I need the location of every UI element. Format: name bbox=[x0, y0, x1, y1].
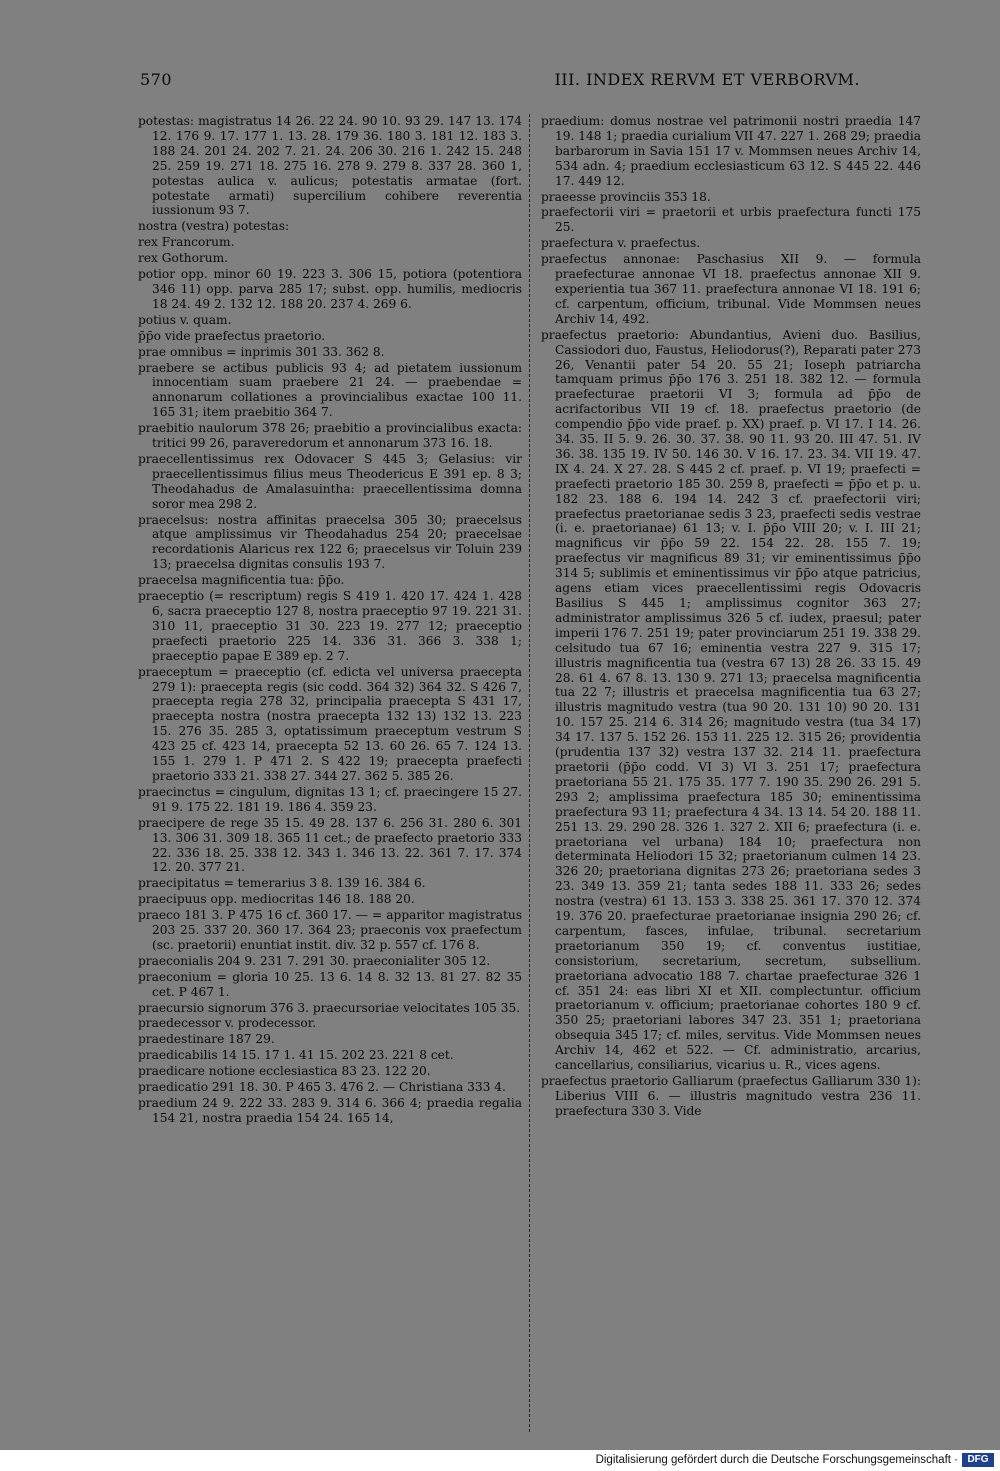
index-entry: praefectus praetorio Galliarum (praefectus Galliarum 330 1): Liberius VIII 6. — illustris magnitudo vestra 236 11. praefectura 330 3. Vide bbox=[541, 1074, 921, 1118]
index-entry: praeesse provinciis 353 18. bbox=[541, 189, 711, 204]
footer-credit: Digitalisierung gefördert durch die Deutsche Forschungsgemeinschaft · bbox=[595, 1454, 958, 1466]
page-number: 570 bbox=[140, 70, 173, 89]
index-entry: nostra (vestra) potestas: bbox=[138, 219, 290, 234]
index-entry: praebitio naulorum 378 26; praebitio a provincialibus exacta: tritici 99 26, paraveredorum et annonarum 373 16. 18. bbox=[138, 421, 522, 451]
index-entry: praecipitatus = temerarius 3 8. 139 16. 384 6. bbox=[138, 876, 426, 891]
index-entry: praedicatio 291 18. 30. P 465 3. 476 2. — Christiana 333 4. bbox=[138, 1080, 506, 1095]
index-entry: praeconium = gloria 10 25. 13 6. 14 8. 32 13. 81 27. 82 35 cet. P 467 1. bbox=[138, 969, 522, 999]
index-entry: potestas: magistratus 14 26. 22 24. 90 10. 93 29. 147 13. 174 12. 176 9. 17. 177 1. 13. 28. 179 36. 180 3. 181 12. 183 3. 188 24. 201 24. 202 7. 21. 24. 206 30. 216 1. 242 15. 248 25. 259 19. 271 18. 275 16. 278 9. 279 8. 337 28. 360 1, potestas aulica v. aulicus; potestatis armatae (fort. potestate armati) supercilium cohibere reverentia iussionum 93 7. bbox=[138, 114, 522, 218]
index-entry: praeco 181 3. P 475 16 cf. 360 17. — = apparitor magistratus 203 25. 337 20. 360 17. 364 23; praeconis vox praefectum (sc. praetorii) enuntiat instit. div. 32 p. 557 cf. 176 8. bbox=[138, 908, 522, 952]
index-entry: potius v. quam. bbox=[138, 312, 232, 327]
index-entry: praeconialis 204 9. 231 7. 291 30. praeconialiter 305 12. bbox=[138, 953, 491, 968]
index-entry: praedicabilis 14 15. 17 1. 41 15. 202 23. 221 8 cet. bbox=[138, 1048, 454, 1063]
index-entry: praefectura v. praefectus. bbox=[541, 236, 701, 251]
index-entry: praedium 24 9. 222 33. 283 9. 314 6. 366 4; praedia regalia 154 21, nostra praedia 154 24. 165 14, bbox=[138, 1096, 522, 1125]
index-entry: praecipuus opp. mediocritas 146 18. 188 20. bbox=[138, 892, 415, 907]
index-entry: praefectus praetorio: Abundantius, Avieni duo. Basilius, Cassiodori duo, Faustus, Heliodorus(?), Reparati pater 273 26, Venantii pater 54 20. 55 21; Ioseph patriarcha tamquam primus p̄p̄o 176 3. 251 18. 382 12. — formula praefecturae praetorii VI 3; formula ad p̄p̄o de acrifactoribus VII 19 cf. 18. praefectus praetorio (de compendio p̄p̄o vide praef. p. XX) praef. p. VI 17. I 14. 26. 34. 35. II 5. 9. 26. 30. 37. 38. 90 11. 93 20. III 47. 51. IV 36. 38. 135 19. IV 50. 146 30. V 16. 17. 23. 34. VII 19. 47. IX 4. 24. X 27. 28. S 445 2 cf. praef. p. VI 19; praefecti = praefecti praetorio 185 30. 259 8, praefecti = p̄p̄o et p. u. 182 23. 188 6. 194 14. 242 3 cf. praefectorii viri; praefectus praetorianae sedis 3 23, praefecti sedis vestrae (i. e. praetorianae) 61 13; v. I. p̄p̄o VIII 20; v. I. III 21; magnificus vir p̄p̄o 59 22. 154 22. 28. 155 7. 19; praefectus vir magnificus 89 31; vir eminentissimus p̄p̄o 314 5; sublimis et eminentissimus vir p̄p̄o atque patricius, agens etiam vices praecellentissimi regis Odovacris Basilius S 445 1; amplissimus cognitor 363 27; administrator amplissimus 326 5 cf. iudex, praesul; pater imperii 176 7. 251 19; pater provinciarum 251 19. 338 29. celsitudo tua 67 16; eminentia vestra 227 9. 315 17; illustris magnificentia tua (vestra 67 13) 28 26. 33 15. 49 28. 61 4. 67 8. 13. 130 9. 271 13; praecelsa magnificentia tua 22 7; illustris et praecelsa magnificentia tua 63 27; illustris magnitudo vestra (tua 90 20. 131 10) 90 20. 131 10. 157 25. 214 6. 314 26; magnitudo vestra (tua 34 17) 34 17. 137 5. 152 26. 153 11. 225 12. 315 26; providentia (prudentia 137 32) vestra 137 32. 214 11. praefectura praetorii (p̄p̄o codd. VI 3) VI 3. 251 17; praefectura praetoriana 55 21. 175 35. 177 7. 190 35. 290 26. 291 5. 293 2; amplissima praefectura 185 30; eminentissima praefectura 93 11; praefectura 4 34. 13 14. 54 20. 188 11. 251 13. 29. 290 28. 326 1. 327 2. XII 6; praefectura (i. e. praetoriana vel urbana) 184 10; praefectura non determinata Heliodori 15 32; praetorianum culmen 14 23. 326 20; praetoriana dignitas 273 26; praetoriana sedes 3 23. 349 13. 359 21; tanta sedes 188 11. 333 26; sedes nostra (vestra) 61 13. 153 3. 338 25. 361 17. 370 12. 374 19. 376 20. praefecturae praetorianae insignia 290 26; cf. carpentum, fasces, infulae, tribunal. secretarium praetorianum 350 19; cf. conventus iustitiae, consistorium, secretarium, secretum, subsellium. praetoriana advocatio 188 7. chartae praefecturae 326 1 cf. 351 24: eas libri XI et XII. complectuntur. officium praetorianum v. officium; praetorianae cohortes 180 9 cf. 350 25; praetoriani labores 347 23. 351 1; praetoriana obsequia 345 17; cf. miles, servitus. Vide Mommsen neues Archiv 14, 462 et 522. — Cf. administratio, arcarius, cancellarius, consiliarius, vicarius u. R., vices agens. bbox=[541, 327, 921, 1073]
index-entry: praebere se actibus publicis 93 4; ad pietatem iussionum innocentiam suam praebere 21 24. — praebendae = annonarum collationes a provincialibus exactae 100 11. 165 31; item praebitio 364 7. bbox=[138, 360, 522, 420]
index-entry: praecellentissimus rex Odovacer S 445 3; Gelasius: vir praecellentissimus filius meus Theodericus E 391 ep. 8 3; Theodahadus de Amalasuintha: praecellentissima domna soror mea 298 2. bbox=[138, 451, 522, 511]
left-column bbox=[138, 114, 522, 1434]
column-divider bbox=[529, 114, 530, 1432]
index-entry: praecipere de rege 35 15. 49 28. 137 6. 256 31. 280 6. 301 13. 306 31. 309 18. 365 11 cet.; de praefecto praetorio 333 22. 336 18. 25. 338 12. 343 1. 346 13. 22. 361 7. 17. 374 12. 20. 377 21. bbox=[138, 815, 522, 875]
index-entry: potior opp. minor 60 19. 223 3. 306 15, potiora (potentiora 346 11) opp. parva 285 17; subst. opp. humilis, mediocris 18 24. 49 2. 132 12. 188 20. 237 4. 269 6. bbox=[138, 267, 522, 311]
index-entry: praedicare notione ecclesiastica 83 23. 122 20. bbox=[138, 1064, 431, 1079]
index-entry: praeceptum = praeceptio (cf. edicta vel universa praecepta 279 1): praecepta regis (sic codd. 364 32) 364 32. S 426 7, praecepta regia 278 32, principalia praecepta S 431 17, praecepta nostra (nostra praecepta 132 13) 132 13. 223 15. 276 35. 285 3, optatissimum praeceptum vestrum S 423 25 cf. 423 14, praecepta 52 13. 60 26. 65 7. 124 13. 155 1. 279 1. P 471 2. S 422 19; praecepta praefecti praetorio 333 21. 338 27. 344 27. 362 5. 385 26. bbox=[138, 664, 522, 783]
right-column bbox=[541, 114, 921, 1434]
index-entry: p̄p̄o vide praefectus praetorio. bbox=[138, 328, 326, 343]
index-entry: praecelsus: nostra affinitas praecelsa 305 30; praecelsus atque amplissimus vir Theodahadus 254 20; praecelsae recordationis Alaricus rex 122 6; praecelsus vir Toluin 239 13; praecelsa dignitas consulis 193 7. bbox=[138, 512, 522, 572]
index-entry: prae omnibus = inprimis 301 33. 362 8. bbox=[138, 344, 385, 359]
index-entry: praecinctus = cingulum, dignitas 13 1; cf. praecingere 15 27. 91 9. 175 22. 181 19. 186 4. 359 23. bbox=[138, 784, 522, 814]
page-title: III. INDEX RERVM ET VERBORVM. bbox=[554, 70, 860, 89]
index-entry: praedestinare 187 29. bbox=[138, 1032, 275, 1047]
index-entry: praefectorii viri = praetorii et urbis praefectura functi 175 25. bbox=[541, 205, 921, 235]
footer-bar bbox=[0, 1450, 1000, 1471]
index-entry: praefectus annonae: Paschasius XII 9. — formula praefecturae annonae VI 18. praefectus annonae XII 9. experientia tua 367 11. praefectura annonae VI 18. 191 6; cf. carpentum, officium, tribunal. Vide Mommsen neues Archiv 14, 492. bbox=[541, 252, 921, 326]
index-entry: praedecessor v. prodecessor. bbox=[138, 1016, 317, 1031]
running-header bbox=[140, 70, 920, 96]
index-entry: praeceptio (= rescriptum) regis S 419 1. 420 17. 424 1. 428 6, sacra praeceptio 127 8, nostra praeceptio 97 19. 221 31. 310 11, praeceptio 31 30. 223 19. 277 12; praeceptio praefecti praetorio 225 14. 336 31. 366 3. 338 1; praeceptio papae E 389 ep. 2 7. bbox=[138, 589, 522, 663]
index-entry: praedium: domus nostrae vel patrimonii nostri praedia 147 19. 148 1; praedia curialium VII 47. 227 1. 268 29; praedia barbarorum in Savia 151 17 v. Mommsen neues Archiv 14, 534 adn. 4; praedium ecclesiasticum 63 12. S 445 22. 446 17. 449 12. bbox=[541, 114, 921, 188]
index-entry: rex Francorum. bbox=[138, 235, 235, 250]
index-entry: praecelsa magnificentia tua: p̄p̄o. bbox=[138, 573, 345, 588]
index-entry: rex Gothorum. bbox=[138, 251, 229, 266]
dfg-logo: DFG bbox=[962, 1453, 994, 1467]
index-entry: praecursio signorum 376 3. praecursoriae velocitates 105 35. bbox=[138, 1000, 521, 1015]
